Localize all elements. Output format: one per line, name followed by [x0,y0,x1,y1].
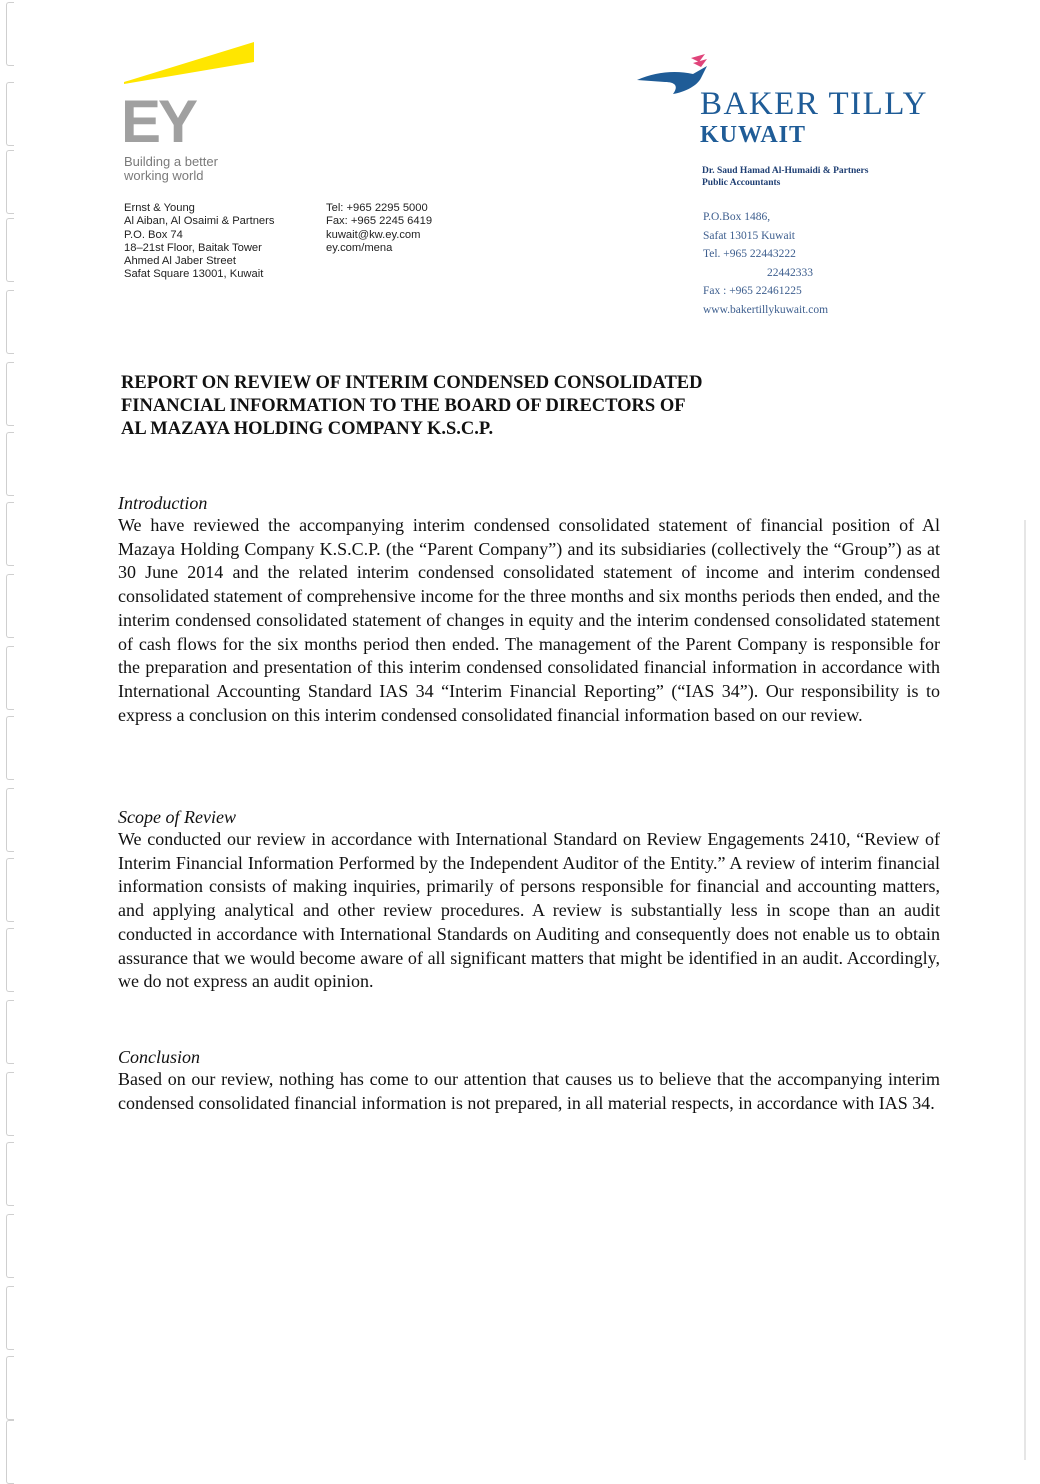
baker-tilly-firm: Dr. Saud Hamad Al-Humaidi & Partners Public Accountants [702,166,869,188]
ey-tagline: Building a better working world [124,154,218,183]
ey-contact: Tel: +965 2295 5000 Fax: +965 2245 6419 kuwait@kw.ey.com ey.com/mena [326,202,433,254]
baker-tilly-contact: P.O.Box 1486, Safat 13015 Kuwait Tel. +965 22443222 22442333 Fax : +965 22461225 www.bakertillykuwait.com [703,211,829,316]
baker-tilly-name: BAKER TILLY [700,86,928,122]
baker-tilly-sub: KUWAIT [700,122,807,148]
section-body: Based on our review, nothing has come to our attention that causes us to believe that the accompanying interim condensed consolidated financial information is not prepared, in all material respects, in accordance with IAS 34. [118,1069,940,1113]
section-body: We have reviewed the accompanying interim condensed consolidated statement of financial position of Al Mazaya Holding Company K.S.C.P. (the “Parent Company”) and its subsidiaries (collectively the “Group”) as at 30 June 2014 and the related interim condensed consolidated statement of income and interim condensed consolidated statement of comprehensive income for the three months and six months periods then ended, and the interim condensed consolidated statement of changes in equity and the interim condensed consolidated statement of cash flows for the six months period then ended. The management of the Parent Company is responsible for the preparation and presentation of this interim condensed consolidated financial information in accordance with International Accounting Standard IAS 34 “Interim Financial Reporting” (“IAS 34”). Our responsibility is to express a conclusion on this interim condensed consolidated financial information based on our review. [118,515,940,725]
introduction-section [118,492,940,727]
section-heading: Introduction [118,493,208,513]
ey-address: Ernst & Young Al Aiban, Al Osaimi & Partners P.O. Box 74 18–21st Floor, Baitak Tower Ahmed Al Jaber Street Safat Square 13001, Kuwait [124,202,275,281]
binder-holes [4,0,20,1471]
section-body: We conducted our review in accordance with International Standard on Review Engagements 2410, “Review of Interim Financial Information Performed by the Independent Auditor of the Entity.” A review of interim financial information consists of making inquiries, primarily of persons responsible for financial and accounting matters, and applying analytical and other review procedures. A review is substantially less in scope than an audit conducted in accordance with International Standards on Auditing and consequently does not enable us to obtain assurance that we would become aware of all significant matters that might be identified in an audit. Accordingly, we do not express an audit opinion. [118,829,940,992]
section-heading: Scope of Review [118,807,236,827]
section-heading: Conclusion [118,1047,201,1067]
report-title: REPORT ON REVIEW OF INTERIM CONDENSED CONSOLIDATED FINANCIAL INFORMATION TO THE BOARD OF DIRECTORS OF AL MAZAYA HOLDING COMPANY K.S.C.P. [121,373,703,439]
conclusion-section [118,1046,940,1115]
scope-of-review-section [118,806,940,994]
ey-logo: EY [121,88,196,155]
page-edge [1024,520,1026,1460]
